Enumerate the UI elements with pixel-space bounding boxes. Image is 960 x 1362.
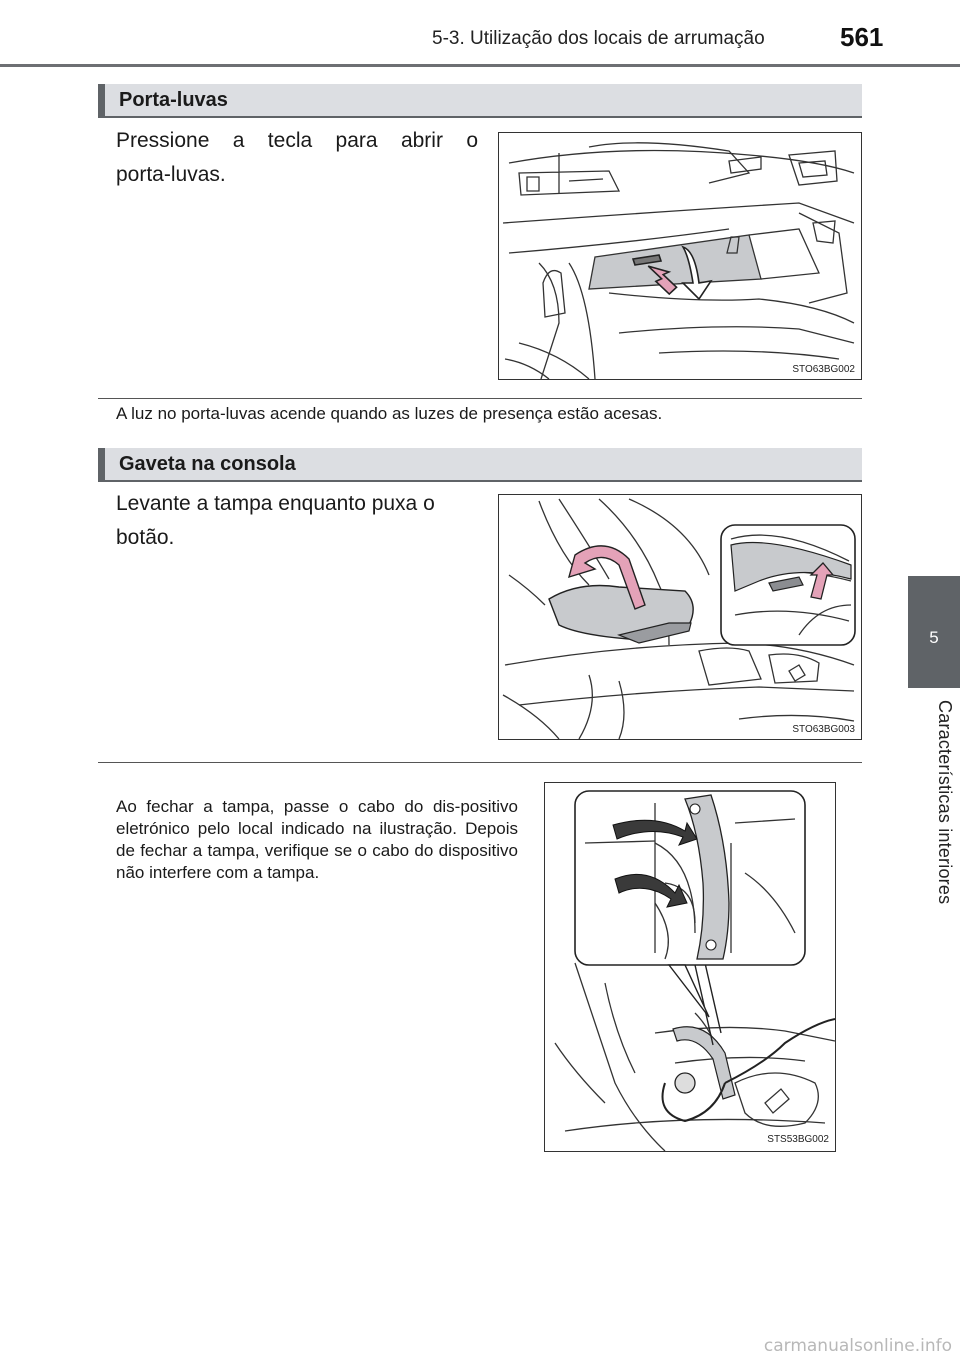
- section-title: Gaveta na consola: [119, 453, 296, 475]
- figure-code: STO63BG003: [792, 724, 855, 735]
- figure-code: STO63BG002: [792, 364, 855, 375]
- console-box-illustration: [498, 494, 862, 740]
- cable-routing-note: Ao fechar a tampa, passe o cabo do dis-positivo eletrónico pelo local indicado na ilustração. Depois de fechar a tampa, verifique se o cabo do dispositivo não interfere com a tampa.: [116, 797, 518, 882]
- cable-routing-drawing: [545, 783, 835, 1151]
- glovebox-instruction-line2: porta-luvas.: [116, 163, 226, 186]
- note-divider: [98, 398, 862, 399]
- section-title: Porta-luvas: [119, 89, 228, 111]
- glovebox-instruction-line1: Pressione a tecla para abrir o: [116, 129, 478, 152]
- running-header-section: 5-3. Utilização dos locais de arrumação: [432, 28, 765, 49]
- console-instruction-line1: Levante a tampa enquanto puxa o: [116, 492, 435, 515]
- glovebox-illustration: [498, 132, 862, 380]
- section-heading-glovebox: [98, 84, 862, 118]
- section-heading-console-box: [98, 448, 862, 482]
- page-number: 561: [840, 22, 884, 52]
- cable-routing-illustration: [544, 782, 836, 1152]
- watermark: carmanualsonline.info: [763, 1336, 952, 1356]
- console-drawing: [499, 495, 861, 739]
- chapter-number: 5: [929, 628, 939, 647]
- glovebox-light-note: A luz no porta-luvas acende quando as luzes de presença estão acesas.: [116, 404, 663, 423]
- header-rule: [0, 64, 960, 67]
- console-instruction-line2: botão.: [116, 526, 175, 549]
- figure-code: STS53BG002: [767, 1134, 829, 1145]
- glovebox-drawing: [499, 133, 861, 379]
- note-divider: [98, 762, 862, 763]
- chapter-title: Características interiores: [935, 700, 955, 905]
